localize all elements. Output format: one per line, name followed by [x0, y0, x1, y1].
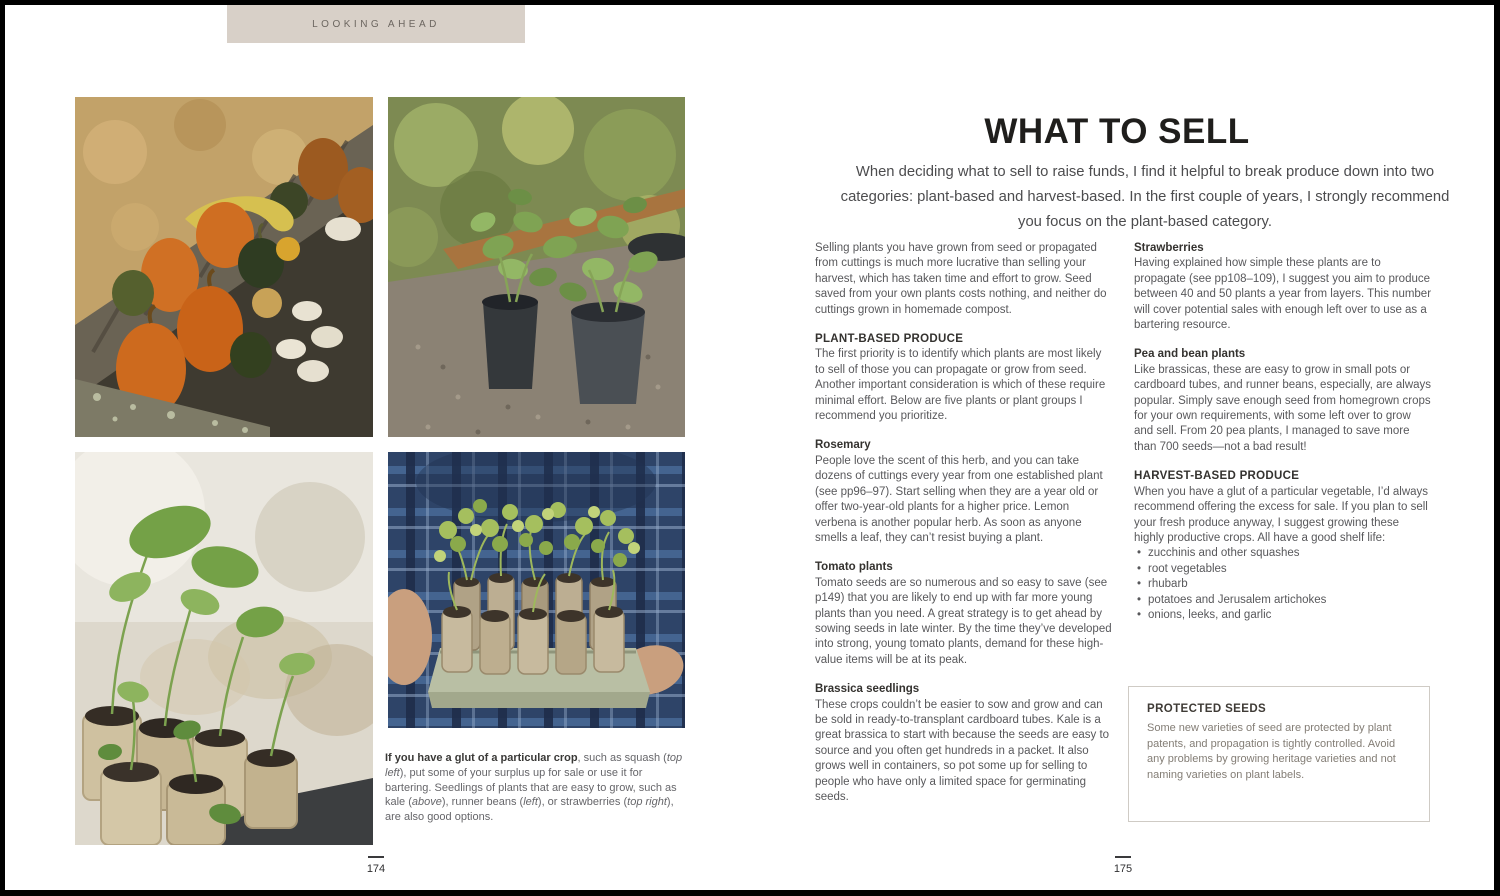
- photo-strawberry-pots: [388, 97, 685, 437]
- list-item: • onions, leeks, and garlic: [1134, 608, 1432, 623]
- paragraph: Selling plants you have grown from seed or propagated from cuttings is much more lucrative than selling your harvest, which has taken time and effort to grow. Seed saved from your own plants costs nothing, and neither do cuttings grown in homemade compost.: [815, 242, 1107, 316]
- photo-bean-seedlings: [75, 452, 373, 845]
- section-heading: Rosemary: [815, 439, 871, 452]
- section-heading: Pea and bean plants: [1134, 348, 1246, 361]
- section-heading: HARVEST-BASED PRODUCE: [1134, 470, 1300, 483]
- photo-kale-tray: [388, 452, 685, 728]
- page-number-rule: [1115, 856, 1131, 858]
- box-body: Some new varieties of seed are protected by plant patents, and propagation is tightly controlled. Avoid any problems by growing heritage varieties and not naming varieties on plant labels.: [1147, 722, 1396, 781]
- section-heading: Tomato plants: [815, 561, 893, 574]
- page-number-left: 174: [346, 856, 406, 875]
- page-title: WHAT TO SELL: [984, 112, 1250, 152]
- paragraph: Tomato seeds are so numerous and so easy to save (see p149) that you are likely to end up with far more young plants than you need. A great strategy is to get ahead by sowing seeds in late winter. By the time they’ve developed into strong, young tomato plants, demand for these high-value items will be at its peak.: [815, 576, 1112, 666]
- list-item: • rhubarb: [1134, 577, 1432, 592]
- paragraph: People love the scent of this herb, and you can take dozens of cuttings every year from one established plant (see pp96–97). Start selling when they are a year old or offer two-year-old plants for a higher price. Lemon verbena is another popular herb. As soon as anyone smells a leaf, they can’t resist buying a plant.: [815, 454, 1103, 544]
- paragraph: When you have a glut of a particular vegetable, I’d always recommend offering the excess for sale. If you plan to sell your fresh produce anyway, I suggest growing these highly productive crops. All have a good shelf life:: [1134, 485, 1429, 544]
- chapter-tab: LOOKING AHEAD: [227, 5, 525, 43]
- section-heading: Strawberries: [1134, 242, 1204, 254]
- paragraph: Like brassicas, these are easy to grow in small pots or cardboard tubes, and runner beans, especially, are always popular. Simply save enough seed from homegrown crops for your own requirements, with some left over to grow and sell. From 20 pea plants, I managed to save more than 700 seeds—not a bad result!: [1134, 363, 1432, 453]
- caption-lead: If you have a glut of a particular crop: [385, 752, 578, 764]
- paragraph: The first priority is to identify which plants are most likely to sell of those you can propagate or grow from seed. Another important consideration is which of these require minimal effort. Below are five plants or plant groups I recommend you prioritize.: [815, 348, 1106, 423]
- section-heading: PLANT-BASED PRODUCE: [815, 333, 964, 346]
- photo-caption: If you have a glut of a particular crop, such as squash (top left), put some of your surplus up for sale or use it for bartering. Seedlings of plants that are easy to grow, such as kale (above), runner beans (left), or strawberries (top right), are also good options.: [385, 752, 683, 824]
- paragraph: These crops couldn’t be easier to sow and grow and can be sold in ready-to-transplant cardboard tubes. Kale is a great brassica to start with because the seeds are easy to source and you often get hundreds in a packet. It also grows well in containers, so pot some up for selling to people who have only a limited space for germinating seeds.: [815, 698, 1110, 803]
- list-item: • potatoes and Jerusalem artichokes: [1134, 593, 1432, 608]
- protected-seeds-box: [1128, 686, 1430, 822]
- paragraph: Having explained how simple these plants are to propagate (see pp108–109), I suggest you aim to produce between 40 and 50 plants a year from layers. This number will cover potential sales with enough left over to use as a bartering resource.: [1134, 257, 1432, 332]
- page-spread: [5, 5, 1494, 890]
- column-left: [815, 241, 1113, 805]
- section-heading: Brassica seedlings: [815, 683, 920, 696]
- page-number-right: 175: [1093, 856, 1153, 875]
- page-number-rule: [368, 856, 384, 858]
- photo-squash-harvest: [75, 97, 373, 437]
- intro-paragraph: When deciding what to sell to raise funds, I find it helpful to break produce down into two categories: plant-based and harvest-based. In the first couple of years, I strongly recommend you focus on the plant-based category.: [840, 163, 1450, 230]
- shelf-life-list: [1134, 546, 1432, 623]
- list-item: • root vegetables: [1134, 562, 1432, 577]
- box-heading: PROTECTED SEEDS: [1147, 703, 1267, 715]
- list-item: • zucchinis and other squashes: [1134, 546, 1432, 561]
